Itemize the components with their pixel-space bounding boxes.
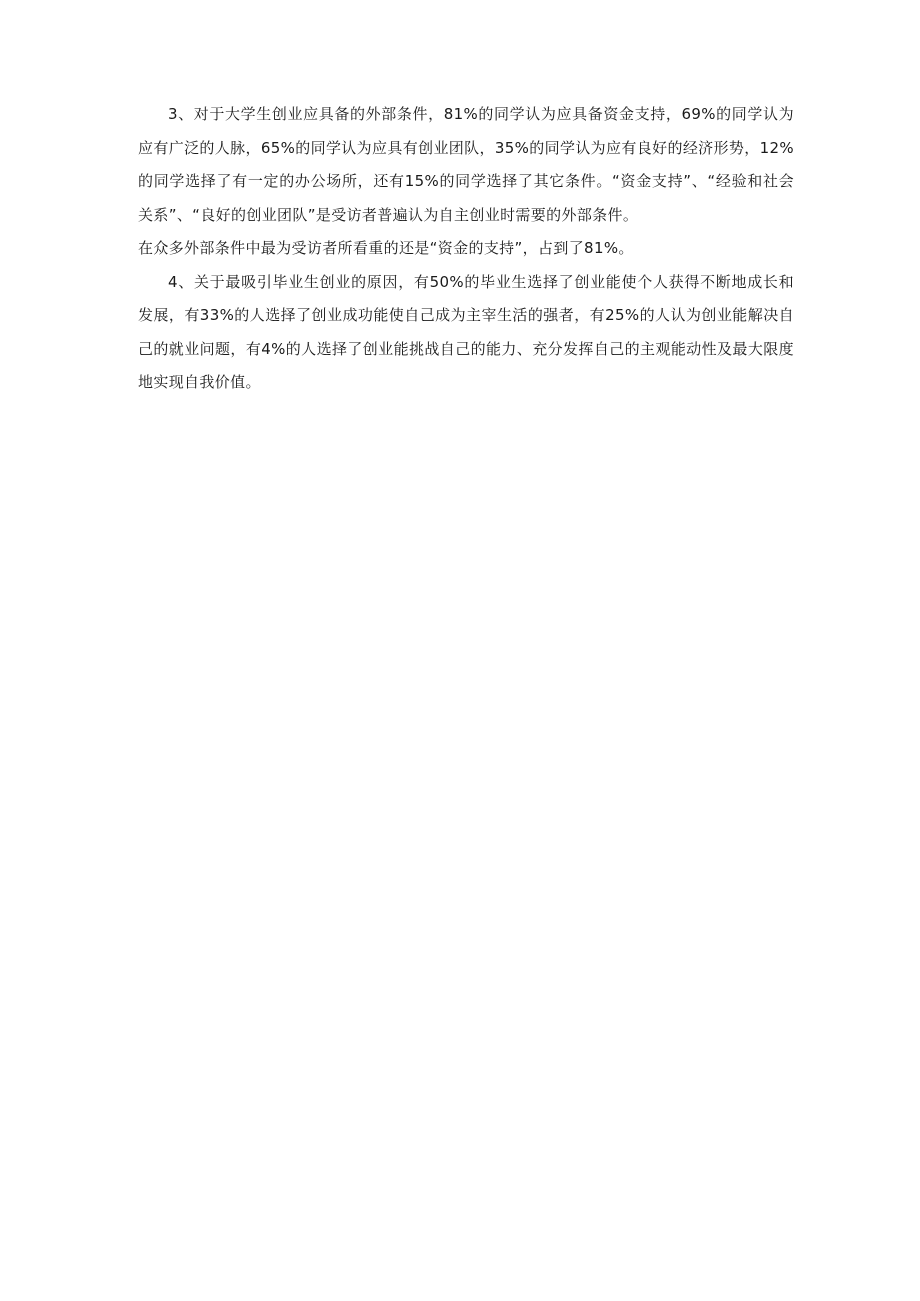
paragraph-external-conditions: 3、对于大学生创业应具备的外部条件，81%的同学认为应具备资金支持，69%的同学认为应有广泛的人脉，65%的同学认为应具有创业团队，35%的同学认为应有良好的经济形势，12%的同学选择了有一定的办公场所，还有15%的同学选择了其它条件。“资金支持”、“经验和社会关系”、“良好的创业团队”是受访者普遍认为自主创业时需要的外部条件。 bbox=[138, 105, 794, 224]
paragraph-startup-reasons: 4、关于最吸引毕业生创业的原因，有50%的毕业生选择了创业能使个人获得不断地成长和发展，有33%的人选择了创业成功能使自己成为主宰生活的强者，有25%的人认为创业能解决自己的就业问题，有4%的人选择了创业能挑战自己的能力、充分发挥自己的主观能动性及最大限度地实现自我价值。 bbox=[138, 272, 794, 391]
paragraph-funding-summary: 在众多外部条件中最为受访者所看重的还是“资金的支持”，占到了81%。 bbox=[138, 239, 634, 257]
document-body bbox=[138, 98, 794, 400]
